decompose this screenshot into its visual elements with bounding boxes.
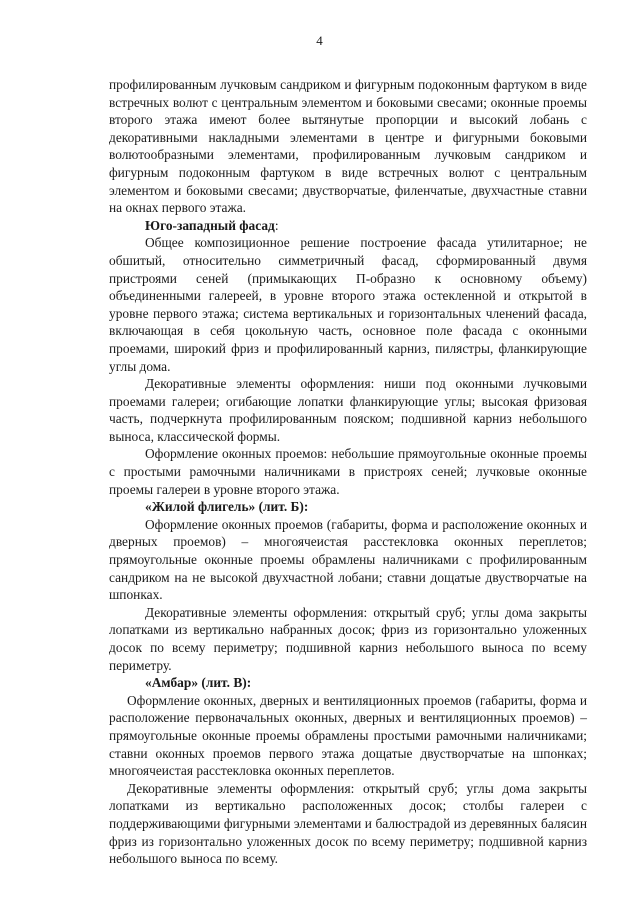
section-heading-text: «Жилой флигель» (лит. Б): xyxy=(145,499,309,515)
document-body xyxy=(109,76,587,868)
section-heading-suffix: : xyxy=(274,217,279,233)
section-heading-text: Юго-западный фасад xyxy=(145,217,275,233)
paragraph-wing-decorative: Декоративные элементы оформления: открытый сруб; углы дома закрыты лопатками из вертикально набранных досок; фриз из горизонтально уложенных досок по всему периметру; подшивной карниз небольшого выноса по всему периметру. xyxy=(109,604,587,673)
section-heading-barn xyxy=(109,674,587,692)
paragraph-continuation: профилированным лучковым сандриком и фигурным подоконным фартуком в виде встречных волют с центральным элементом и боковыми свесами; оконные проемы второго этажа имеют более вытянутые пропорции и высокий лобань с декоративными накладными элементами в центре и фигурными боковыми волютообразными элементами, профилированным лучковым сандриком и фигурным подоконным фартуком в виде встречных волют с центральным элементом и боковыми свесами; двустворчатые, филенчатые, двухчастные ставни на окнах первого этажа. xyxy=(109,77,587,216)
page-number: 4 xyxy=(316,33,323,48)
paragraph-window-design: Оформление оконных проемов: небольшие прямоугольные оконные проемы с простыми рамочными наличниками в пристроях сеней; лучковые оконные проемы галереи в уровне второго этажа. xyxy=(109,446,587,497)
paragraph-barn-decorative: Декоративные элементы оформления: открытый сруб; углы дома закрыты лопатками из вертикально расположенных досок; столбы галереи с поддерживающими фигурными элементами и балюстрадой из деревянных балясин фриз из горизонтально уложенных досок по всему периметру; подшивной карниз небольшого выноса по всему. xyxy=(109,780,587,867)
paragraph-decorative-elements: Декоративные элементы оформления: ниши под оконными лучковыми проемами галереи; огибающие лопатки фланкирующие углы; высокая фризовая часть, подчеркнута профилированным пояском; подшивной карниз небольшого выноса, классической формы. xyxy=(109,376,587,444)
paragraph-wing-windows: Оформление оконных проемов (габариты, форма и расположение оконных и дверных проемов) – многоячеистая расстекловка оконных переплетов; прямоугольные оконные проемы обрамлены наличниками с профилированным сандриком на не высокой двухчастной лобани; ставни дощатые двустворчатые на шпонках. xyxy=(109,516,587,603)
paragraph-composition: Общее композиционное решение построение фасада утилитарное; не обшитый, относительно симметричный фасад, сформированный двумя пристроями сеней (примыкающих П-образно к основному объему) объединенными галереей, в уровне второго этажа остекленной и открытой в уровне первого этажа; система вертикальных и горизонтальных членений фасада, включающая в себя цокольную часть, основное поле фасада с оконными проемами, широкий фриз и профилированный карниз, пилястры, фланкирующие углы дома. xyxy=(109,235,587,374)
paragraph-barn-openings: Оформление оконных, дверных и вентиляционных проемов (габариты, форма и расположение первоначальных оконных, дверных и вентиляционных проемов) – прямоугольные оконные проемы обрамлены простыми рамочными наличниками; ставни оконных проемов первого этажа дощатые двустворчатые на шпонках; многоячеистая расстекловка оконных переплетов. xyxy=(109,692,587,779)
section-heading-text: «Амбар» (лит. В): xyxy=(145,675,252,691)
section-heading-southwest-facade xyxy=(109,217,587,235)
section-heading-residential-wing xyxy=(109,498,587,516)
